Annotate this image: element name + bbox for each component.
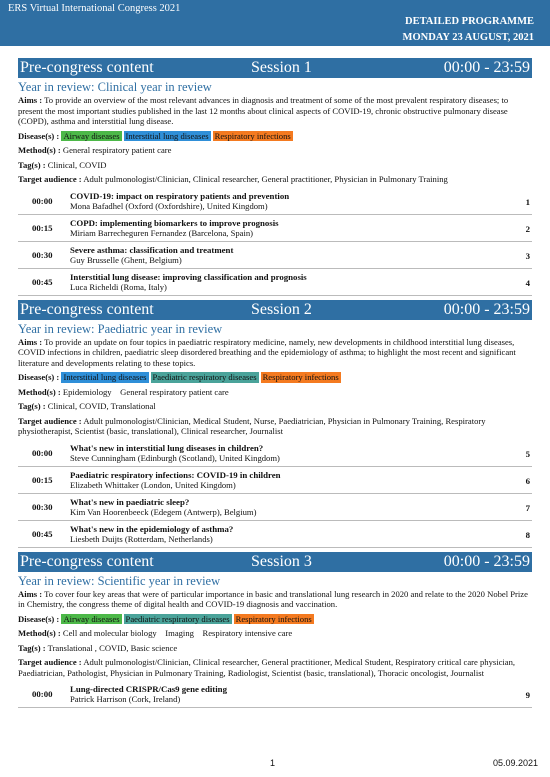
programme-day: MONDAY 23 AUGUST, 2021: [402, 32, 534, 43]
session-tags: [18, 160, 532, 171]
tags-label: Tag(s) :: [18, 401, 46, 411]
presentation-row: [18, 681, 532, 708]
session-type: Pre-congress content: [20, 552, 154, 570]
tags-text: Translational , COVID, Basic science: [47, 642, 178, 653]
disease-tag: Interstitial lung diseases: [63, 372, 147, 382]
presentation-number: 9: [525, 690, 530, 700]
aims-label: Aims :: [18, 336, 43, 347]
presentation-author: Kim Van Hoorenbeeck (Edegem (Antwerp), Belgium): [70, 506, 257, 517]
session-aims: [18, 95, 532, 127]
session-time: 00:00 - 23:59: [443, 552, 530, 570]
session-number: Session 3: [251, 552, 312, 570]
session-title: Year in review: Clinical year in review: [18, 80, 212, 94]
session-diseases: [18, 372, 532, 383]
session-number: Session 1: [251, 59, 312, 76]
presentation-time: 00:30: [32, 249, 53, 260]
presentation-author: Guy Brusselle (Ghent, Belgium): [70, 254, 182, 265]
session-type: Pre-congress content: [20, 300, 154, 318]
session-3: [18, 552, 532, 709]
tags-text: Clinical, COVID: [47, 159, 107, 170]
presentation-number: 3: [525, 250, 530, 261]
methods-text: Cell and molecular biology Imaging Respiratory intensive care: [62, 628, 293, 638]
programme-heading: [403, 14, 534, 46]
presentation-number: 2: [525, 223, 530, 234]
page-header: [0, 0, 550, 46]
presentation-title: Lung-directed CRISPR/Cas9 gene editing: [70, 684, 227, 694]
presentation-title: What's new in the epidemiology of asthma?: [70, 523, 234, 534]
presentation-author: Patrick Harrison (Cork, Ireland): [70, 694, 181, 704]
presentation-title: What's new in interstitial lung diseases in children?: [70, 442, 264, 453]
disease-tag: Respiratory infections: [214, 130, 291, 141]
presentation-row: [18, 440, 532, 467]
diseases-label: Disease(s) :: [18, 613, 60, 624]
session-audience: [18, 416, 532, 437]
tags-label: Tag(s) :: [18, 642, 46, 653]
methods-text: General respiratory patient care: [62, 145, 172, 155]
presentation-time: 00:15: [32, 222, 53, 233]
programme-label: DETAILED PROGRAMME: [404, 16, 534, 27]
session-aims: [18, 337, 532, 369]
presentation-title: Severe asthma: classification and treatment: [70, 244, 234, 255]
disease-tag: Airway diseases: [63, 613, 120, 624]
tags-label: Tag(s) :: [18, 159, 46, 170]
presentation-row: [18, 215, 532, 242]
presentation-time: 00:45: [32, 276, 53, 287]
presentation-number: 4: [525, 277, 530, 288]
presentation-author: Luca Richeldi (Roma, Italy): [70, 281, 167, 292]
disease-tag: Respiratory infections: [235, 613, 312, 624]
aims-label: Aims :: [18, 588, 43, 599]
page-number: 1: [270, 758, 276, 768]
presentation-number: 8: [525, 529, 530, 540]
diseases-label: Disease(s) :: [18, 130, 60, 141]
presentation-time: 00:00: [32, 447, 53, 458]
presentation-number: 1: [525, 196, 530, 207]
session-methods: [18, 145, 532, 156]
event-title: ERS Virtual International Congress 2021: [8, 3, 181, 14]
session-methods: [18, 387, 532, 398]
session-time: 00:00 - 23:59: [443, 59, 530, 76]
presentation-author: Liesbeth Duijts (Rotterdam, Netherlands): [70, 533, 213, 544]
disease-tag: Paediatric respiratory diseases: [125, 613, 230, 624]
session-bar: [18, 58, 532, 78]
aims-label: Aims :: [18, 95, 43, 105]
session-2: [18, 300, 532, 548]
presentation-number: 7: [525, 502, 530, 513]
session-1: [18, 58, 532, 296]
session-title: Year in review: Paediatric year in review: [18, 321, 223, 336]
audience-label: Target audience :: [18, 415, 82, 426]
session-bar: [18, 552, 532, 572]
session-bar: [18, 300, 532, 320]
footer-date: 05.09.2021: [492, 758, 538, 768]
methods-label: Method(s) :: [18, 628, 61, 638]
presentation-time: 00:30: [32, 501, 53, 512]
presentation-author: Elizabeth Whittaker (London, United Kingdom): [70, 479, 236, 490]
methods-label: Method(s) :: [18, 145, 61, 155]
audience-text: Adult pulmonologist/Clinician, Medical Student, Nurse, Paediatrician, Physician in Pulmonary Training, Respiratory physiotherapist, Scientist (basic, translational), Clinical researcher, Journalist: [18, 415, 486, 436]
session-methods: [18, 628, 532, 639]
programme-content: [18, 58, 532, 712]
presentation-row: [18, 188, 532, 215]
aims-text: To provide an update on four topics in paediatric respiratory medicine, namely, new developments in childhood interstitial lung diseases, COVID infections in children, paediatric sleep disordered breathing and the epidemiology of asthma; to highlight the most recent and significant literature and developments relating to these topics.: [18, 336, 516, 368]
session-diseases: [18, 131, 532, 142]
methods-text: Epidemiology General respiratory patient care: [62, 386, 229, 397]
presentation-title: Interstitial lung disease: improving classification and prognosis: [70, 271, 307, 282]
presentation-row: [18, 242, 532, 269]
disease-tag: Interstitial lung diseases: [125, 130, 209, 141]
session-audience: [18, 174, 532, 185]
presentation-title: What's new in paediatric sleep?: [70, 496, 190, 507]
session-tags: [18, 401, 532, 412]
audience-text: Adult pulmonologist/Clinician, Clinical researcher, General practitioner, Medical Student, Respiratory critical care physician, Paediatrician, Pathologist, Physician in Pulmonary Training, Radiologist, Scientist (basic, translational), Thoracic oncologist, Journalist: [18, 657, 516, 678]
presentation-number: 5: [525, 448, 530, 459]
disease-tag: Respiratory infections: [262, 372, 339, 382]
diseases-label: Disease(s) :: [18, 372, 60, 382]
session-type: Pre-congress content: [20, 59, 154, 76]
presentation-author: Steve Cunningham (Edinburgh (Scotland), United Kingdom): [70, 452, 280, 463]
presentation-row: [18, 521, 532, 548]
session-audience: [18, 657, 532, 678]
session-tags: [18, 643, 532, 654]
presentation-row: [18, 467, 532, 494]
presentation-time: 00:00: [32, 195, 53, 206]
disease-tag: Airway diseases: [63, 130, 120, 141]
presentation-title: COPD: implementing biomarkers to improve prognosis: [70, 217, 279, 228]
audience-text: Adult pulmonologist/Clinician, Clinical researcher, General practitioner, Physician in Pulmonary Training: [83, 174, 448, 184]
presentation-time: 00:00: [32, 689, 53, 699]
presentation-number: 6: [525, 475, 530, 486]
audience-label: Target audience :: [18, 174, 82, 184]
disease-tag: Paediatric respiratory diseases: [152, 372, 257, 382]
presentation-time: 00:15: [32, 474, 53, 485]
session-title: Year in review: Scientific year in review: [18, 573, 221, 588]
presentation-author: Mona Bafadhel (Oxford (Oxfordshire), United Kingdom): [70, 200, 268, 211]
aims-text: To cover four key areas that were of particular importance in basic and translational lung research in 2020 and relate to the 2020 Nobel Prize in Chemistry, the congress theme of digital health and COVID-19 diagnosis and vaccination.: [18, 588, 528, 609]
methods-label: Method(s) :: [18, 386, 61, 397]
session-aims: [18, 589, 532, 610]
tags-text: Clinical, COVID, Translational: [47, 401, 156, 411]
presentation-row: [18, 494, 532, 521]
aims-text: To provide an overview of the most relevant advances in diagnosis and treatment of some of the most prevalent respiratory diseases; to present the most important studies published in the last 12 months about clinical aspects of COVID-19, chronic obstructive pulmonary disease (COPD), asthma and interstitial lung disease.: [18, 95, 509, 126]
session-number: Session 2: [251, 300, 312, 318]
session-diseases: [18, 614, 532, 625]
presentation-time: 00:45: [32, 528, 53, 539]
presentation-title: COVID-19: impact on respiratory patients and prevention: [70, 190, 290, 201]
presentation-author: Miriam Barrecheguren Fernandez (Barcelona, Spain): [70, 227, 254, 238]
presentation-row: [18, 269, 532, 296]
session-time: 00:00 - 23:59: [443, 300, 530, 318]
audience-label: Target audience :: [18, 657, 82, 667]
presentation-title: Paediatric respiratory infections: COVID-19 in children: [70, 469, 281, 480]
